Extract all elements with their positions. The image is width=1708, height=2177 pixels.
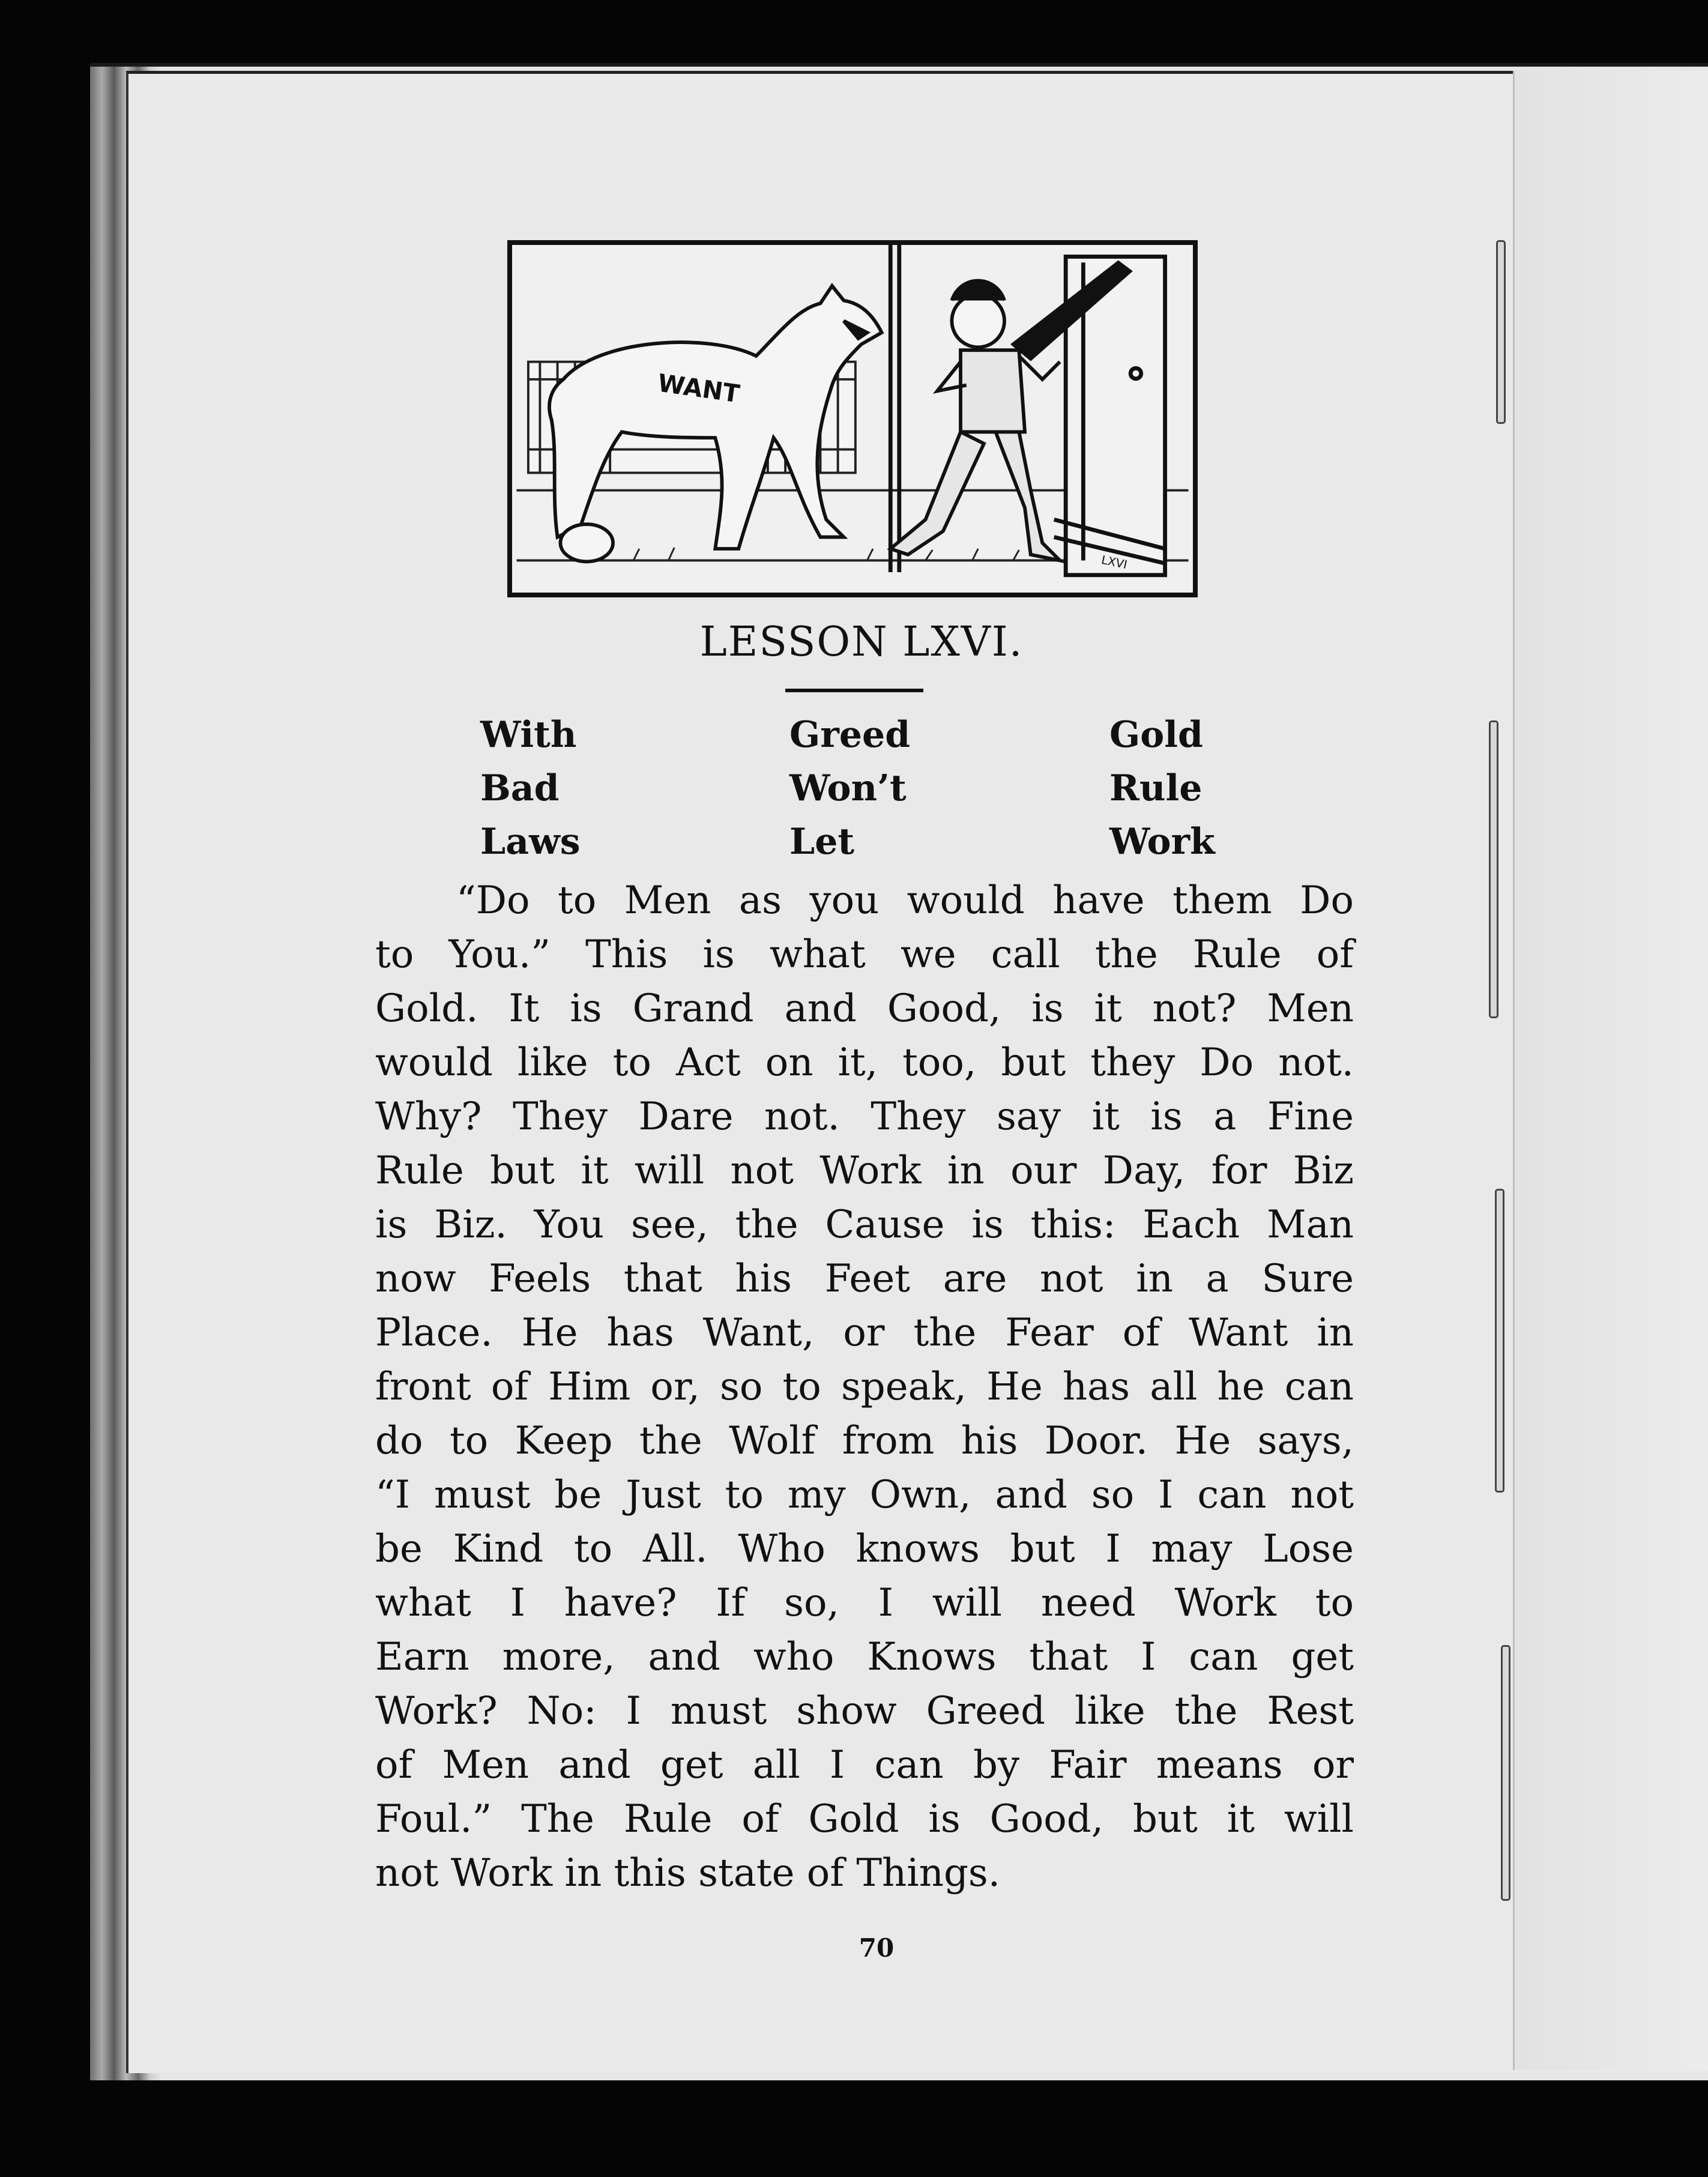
wolf-at-the-door-illustration (507, 240, 1198, 597)
lesson-title: LESSON LXVI. (699, 618, 1024, 666)
word: Gold (1109, 714, 1204, 756)
body-line: Foul.” The Rule of Gold is Good, but it will (375, 1797, 1354, 1841)
body-line: front of Him or, so to speak, He has all he can (375, 1365, 1354, 1409)
body-line: of Men and get all I can by Fair means or (375, 1743, 1354, 1787)
word: Work (1109, 821, 1215, 863)
binding-stitch (1489, 720, 1498, 1018)
word-column-3 (1109, 708, 1215, 869)
body-line: “Do to Men as you would have them Do (456, 878, 1354, 923)
binding-stitch (1501, 1645, 1510, 1901)
word: Won’t (789, 767, 907, 809)
body-line: now Feels that his Feet are not in a Sure (375, 1257, 1354, 1301)
body-line: do to Keep the Wolf from his Door. He says, (375, 1419, 1354, 1463)
body-line: Earn more, and who Knows that I can get (375, 1635, 1354, 1679)
word: Bad (480, 767, 560, 809)
body-line: “I must be Just to my Own, and so I can not (375, 1473, 1354, 1517)
binding-stitch (1496, 240, 1506, 424)
binding-stitch (1495, 1189, 1504, 1493)
body-line: not Work in this state of Things. (375, 1851, 1001, 1895)
word-column-1 (480, 708, 581, 869)
word: Rule (1109, 767, 1203, 809)
door-label: LXVI (1100, 552, 1129, 572)
body-line: what I have? If so, I will need Work to (375, 1581, 1354, 1625)
body-line: Place. He has Want, or the Fear of Want in (375, 1311, 1354, 1355)
title-divider (785, 689, 923, 692)
body-line: Gold. It is Grand and Good, is it not? Men (375, 986, 1354, 1031)
body-line: be Kind to All. Who knows but I may Lose (375, 1527, 1354, 1571)
word: With (480, 714, 577, 756)
scan-border (0, 2080, 1708, 2177)
word: Laws (480, 821, 581, 863)
word: Greed (789, 714, 911, 756)
wolf-label: WANT (656, 368, 741, 409)
lesson-body (375, 874, 1354, 1900)
word-column-2 (789, 708, 910, 869)
body-line: Why? They Dare not. They say it is a Fine (375, 1095, 1354, 1139)
body-line: Rule but it will not Work in our Day, for Biz (375, 1149, 1354, 1193)
body-line: to You.” This is what we call the Rule of (375, 932, 1354, 977)
page-number: 70 (859, 1933, 895, 1963)
body-line: would like to Act on it, too, but they Do not. (375, 1040, 1354, 1085)
body-line: Work? No: I must show Greed like the Rest (375, 1689, 1354, 1733)
body-line: is Biz. You see, the Cause is this: Each Man (375, 1203, 1354, 1247)
word: Let (789, 821, 855, 863)
facing-page-edge (1513, 71, 1708, 2070)
